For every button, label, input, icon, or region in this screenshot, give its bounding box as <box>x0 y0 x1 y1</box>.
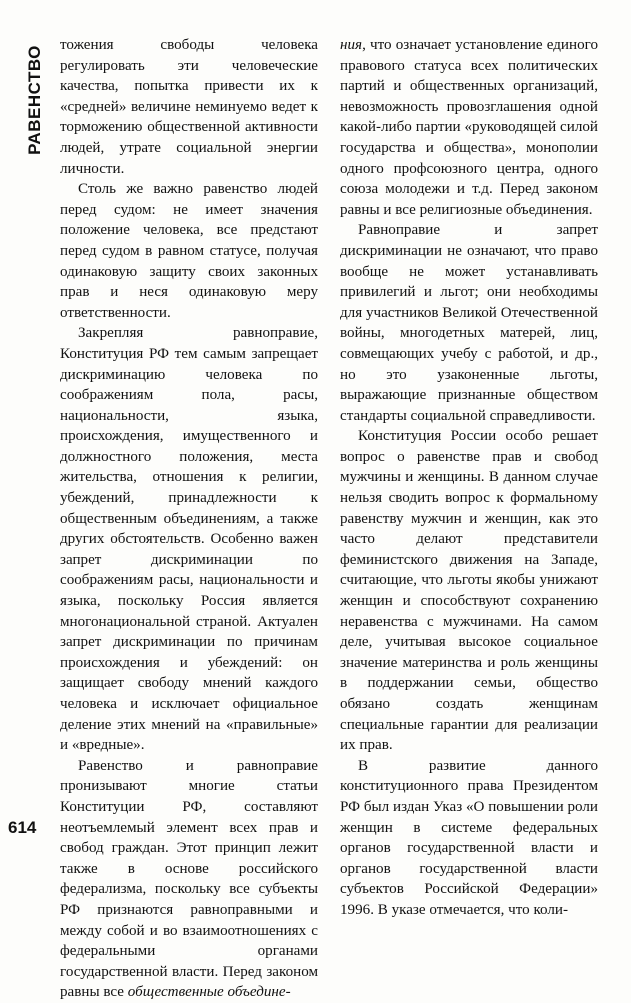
paragraph: Закрепляя равноправие, Конституция РФ тем самым запрещает дискриминацию человека по соображениям пола, расы, национальности, языка, происхождения, имущественного и должностного положения, места жительства, отношения к религии, убеждений, принадлежности к общественным объединениям, а также других обстоятельств. Особенно важен запрет дискриминации по соображениям расы, национальности и языка, поскольку Россия является многонациональной страной. Актуален запрет дискриминации по причинам происхождения и убеждений: он защищает свободу мнений каждого человека и исключает официальное деление этих мнений на «правильные» и «вредные». <box>60 325 318 754</box>
paragraph-text: , что означает установление единого правового статуса всех политических партий и общественных организаций, невозможность провозглашения одной какой-либо партии «руководящей силой государства и общества», монополии одного профсоюзного центра, одного союза молодежи и т.д. Перед законом равны и все религиозные объединения. <box>340 37 598 218</box>
paragraph <box>340 35 598 220</box>
paragraph-text: Равенство и равноправие пронизывают многие статьи Конституции РФ, составляют неотъемлемый элемент всех прав и свобод граждан. Этот принцип лежит также в основе российского федерализма, поскольку все субъекты РФ признаются равноправными и между собой и во взаимоотношениях с федеральными органами государственной власти. Перед законом равны все <box>60 757 318 1001</box>
page-number: 614 <box>8 818 37 837</box>
paragraph: Конституция России особо решает вопрос о равенстве прав и свобод мужчины и женщины. В данном случае нельзя сводить вопрос к формальному равенству мужчин и женщин, как это часто делают представители феминистского движения на Западе, считающие, что льготы якобы унижают женщин и способствуют сохранению неравенства с мужчинами. На самом деле, учитывая высокое социальное значение материнства и роль женщины в поддержании семьи, общество обязано создать женщинам специальные гарантии для реализации их прав. <box>340 428 598 754</box>
left-column <box>60 35 318 1003</box>
paragraph <box>60 756 318 1003</box>
paragraph: Столь же важно равенство людей перед судом: не имеет значения положение человека, все предстают перед судом в равном статусе, получая одинаковую защиту своих законных прав и неся одинаковую меру ответственности. <box>60 181 318 321</box>
italic-term: ния <box>340 37 363 53</box>
paragraph: тожения свободы человека регулировать эти человеческие качества, попытка привести их к «средней» величине неминуемо ведет к торможению общественной активности людей, утрате социальной энергии личности. <box>60 37 318 177</box>
section-header <box>18 30 52 170</box>
right-column <box>340 35 598 921</box>
section-title: РАВЕНСТВО <box>25 45 44 155</box>
paragraph: В развитие данного конституционного права Президентом РФ был издан Указ «О повышении роли женщин в системе федеральных органов государственной власти и органов государственной власти субъектов Российской Федерации» 1996. В указе отмечается, что коли- <box>340 757 598 918</box>
italic-term: общественные объедине- <box>127 984 291 1001</box>
paragraph: Равноправие и запрет дискриминации не означают, что право вообще не может устанавливать привилегий и льгот; они необходимы для участников Великой Отечественной войны, многодетных матерей, лиц, совмещающих учебу с работой, и др., но это узаконенные льготы, выражающие признанные обществом стандарты социальной справедливости. <box>340 222 598 424</box>
